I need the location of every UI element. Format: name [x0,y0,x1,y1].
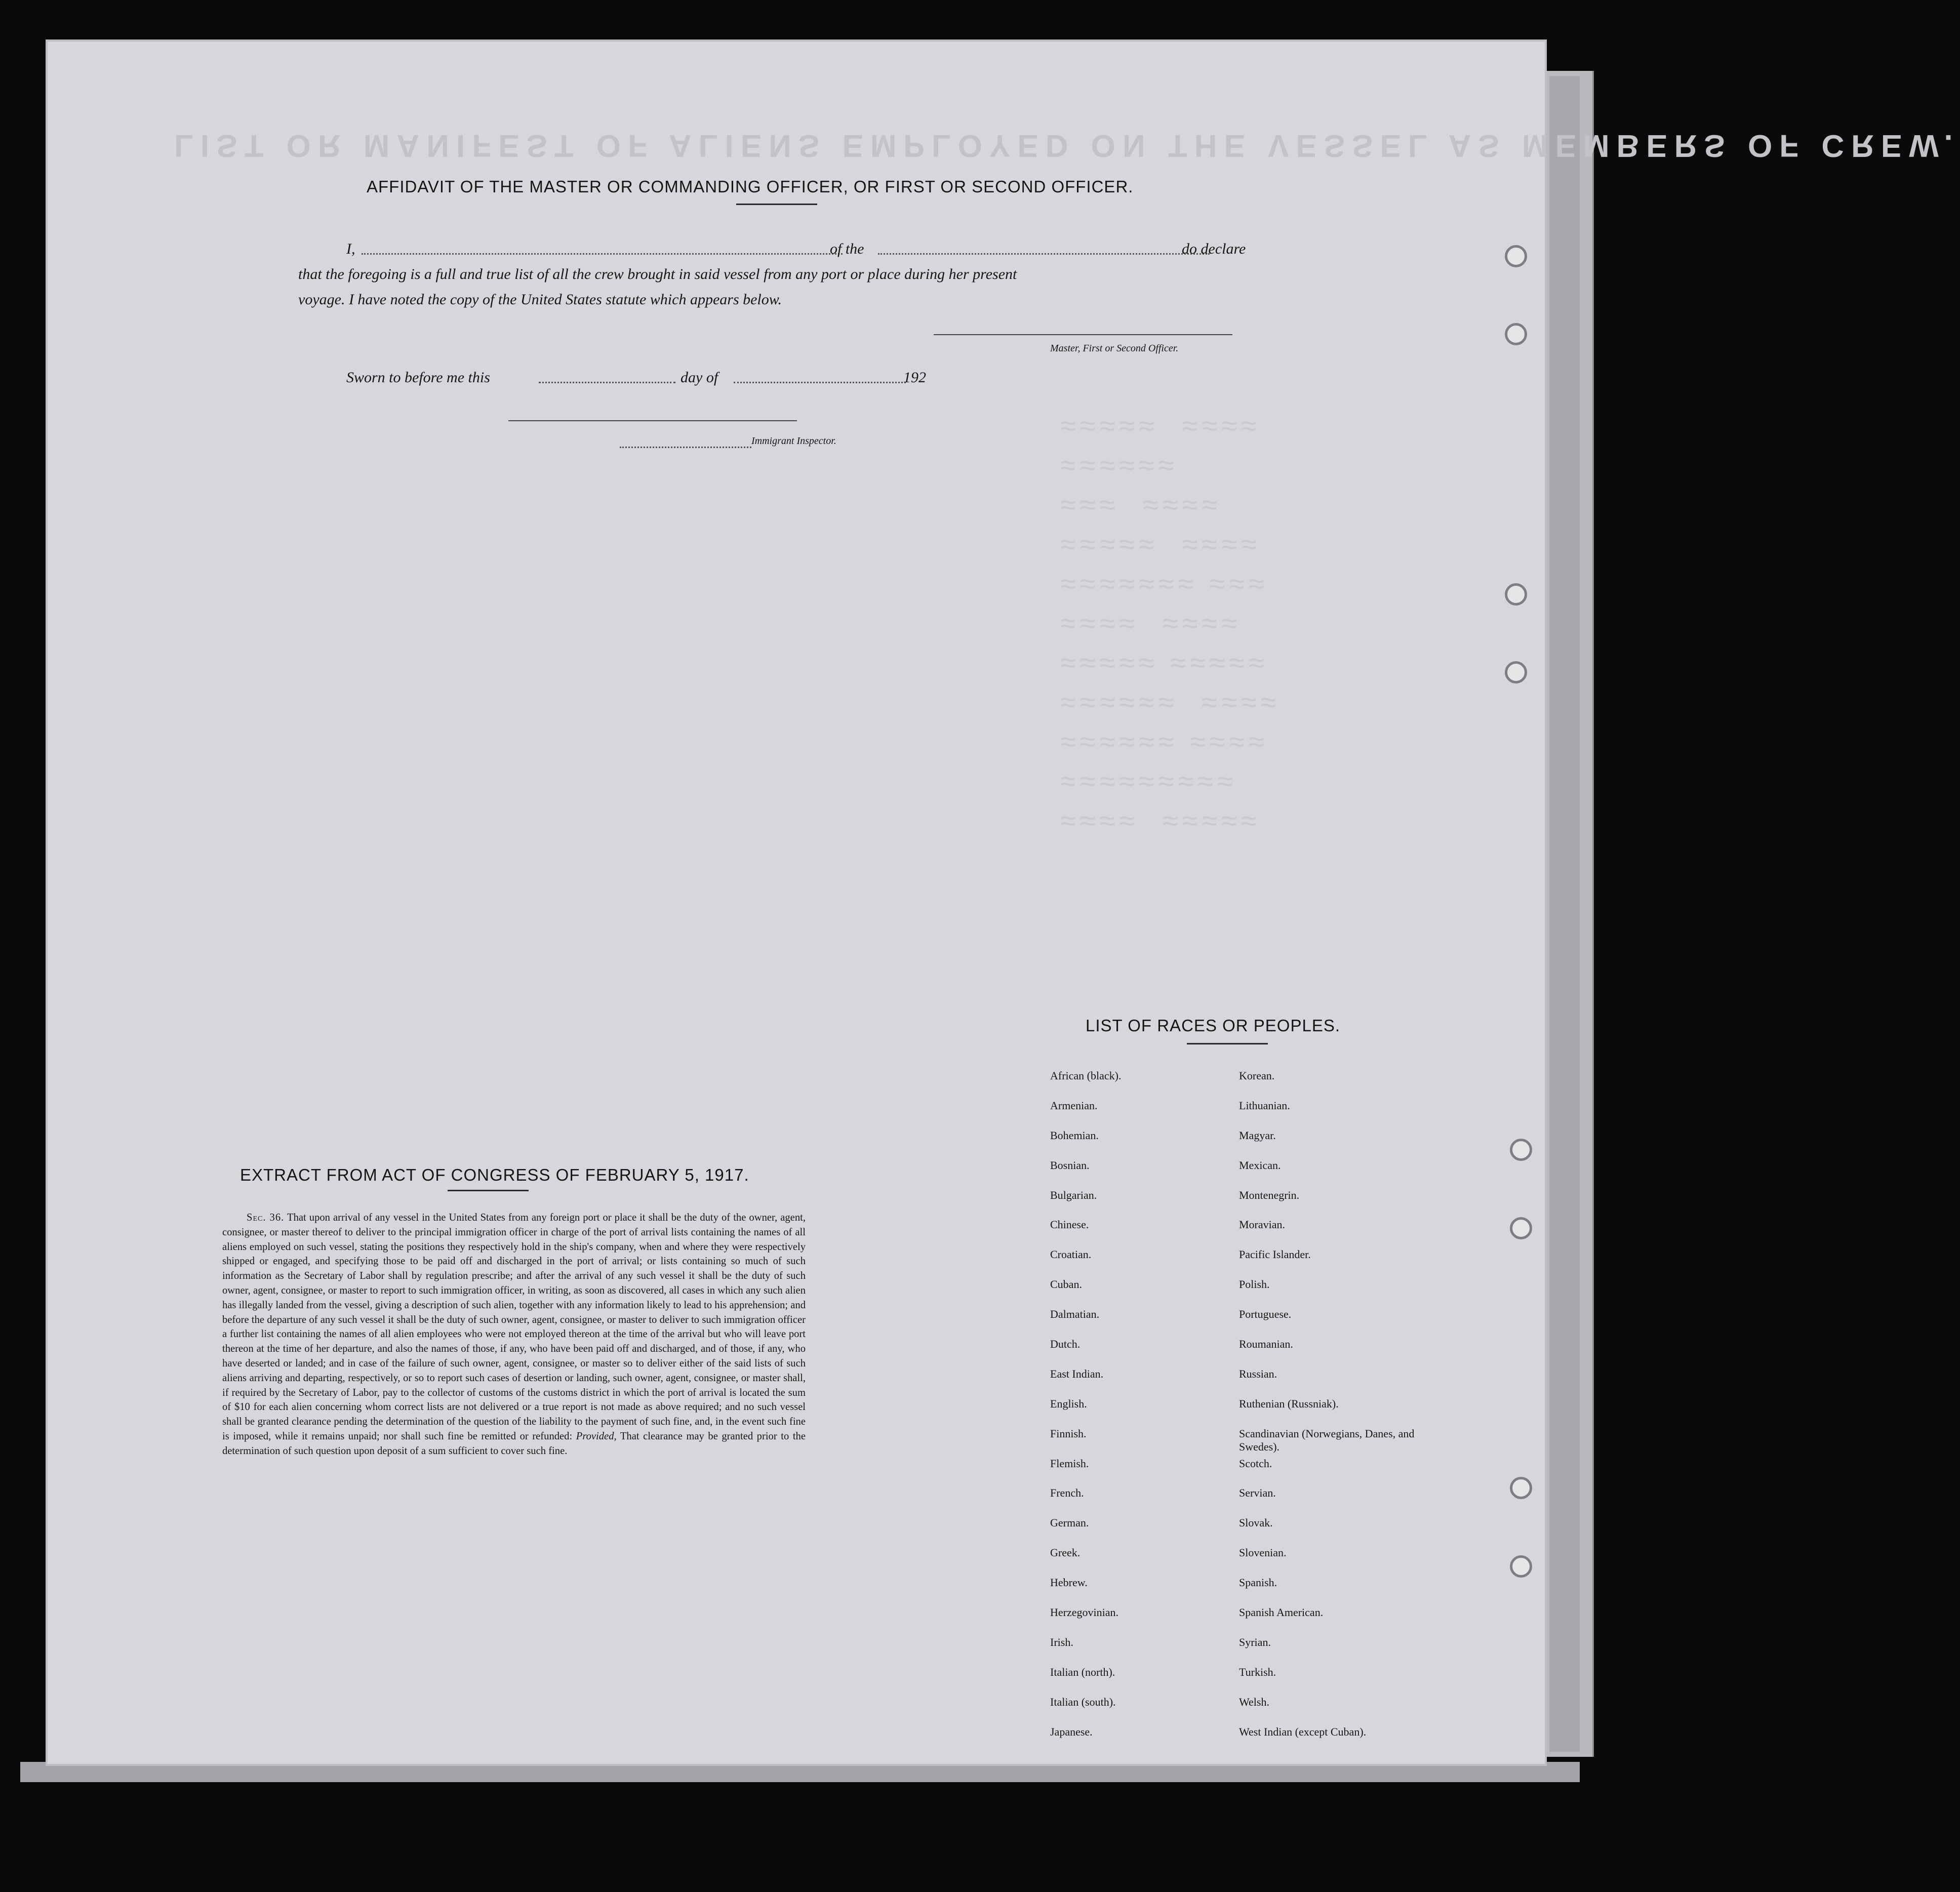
binder-hole [1510,1555,1532,1578]
race-item: Slovenian. [1239,1546,1287,1559]
title-underline [736,204,817,205]
race-item: Lithuanian. [1239,1099,1290,1112]
inspector-signature-line[interactable] [508,420,797,421]
act-body-text: That upon arrival of any vessel in the United States from any foreign port or place it shall be the duty of the owner, agent, consignee, or master thereof to deliver to the principal immigration officer in charge of the port of arrival lists containing the names of all aliens employed on such vessel, stating the positions they respectively hold in the ship's company, when and where they were respectively shipped or engaged, and specifying those to be paid off and discharged in the port of arrival; or lists containing so much of such information as the Secretary of Labor shall by regulation prescribe; and after the arrival of any such vessel it shall be the duty of such owner, agent, consignee, or master to report to such immigration officer, in writing, as soon as discovered, all cases in which any such alien has illegally landed from the vessel, giving a description of such alien, together with any information likely to lead to his apprehension; and before the departure of any such vessel it shall be the duty of such owner, agent, consignee, or master to deliver to such immigration officer a further list containing the names of all alien employees who were not employed thereon at the time of the arrival but who will leave port thereon at the time of her departure, and also the names of those, if any, who have been paid off and discharged, and of those, if any, who have deserted or landed; and in case of the failure of such owner, agent, consignee, or master so to deliver either of the said lists of such aliens arriving and departing, respectively, or so to report such cases of desertion or landing, such owner, agent, consignee, or master shall, if required by the Secretary of Labor, pay to the collector of customs of the customs district in which the port of arrival is located the sum of $10 for each alien concerning whom correct lists are not delivered or a true report is not made as above required; and no such vessel shall be granted clearance pending the determination of the question of the liability to the payment of such fine, and, in the event such fine is imposed, while it remains unpaid; nor shall such fine be remitted or refunded: [222,1212,806,1442]
section-label: Sec. 36. [247,1212,285,1223]
sworn-month-field[interactable] [734,382,906,383]
race-item: Chinese. [1050,1218,1089,1231]
race-item: Armenian. [1050,1099,1098,1112]
master-name-field[interactable] [362,253,843,255]
race-item: Welsh. [1239,1695,1269,1708]
race-item: Mexican. [1239,1158,1281,1172]
race-item: Bulgarian. [1050,1188,1097,1201]
race-item: Korean. [1239,1069,1275,1082]
race-item: German. [1050,1516,1089,1529]
race-item: Dalmatian. [1050,1308,1100,1321]
race-item: Italian (south). [1050,1695,1116,1708]
binding-notch [30,375,42,395]
races-left-column [1050,1069,1243,1755]
race-item: Syrian. [1239,1635,1271,1648]
inspector-name-field[interactable] [620,447,751,448]
sworn-day-of-label: day of [681,369,718,386]
races-title: LIST OF RACES OR PEOPLES. [1086,1016,1341,1035]
race-item: Roumanian. [1239,1338,1293,1351]
race-item: Croatian. [1050,1248,1092,1261]
affidavit-line-2: that the foregoing is a full and true list of all the crew brought in said vessel from any port or place during her present [298,266,1017,283]
race-item: Bohemian. [1050,1129,1099,1142]
sworn-year-label: 192 [903,369,926,386]
race-item: French. [1050,1486,1084,1500]
race-item: Polish. [1239,1278,1270,1291]
race-item: Servian. [1239,1486,1276,1500]
race-item: Hebrew. [1050,1576,1088,1589]
provided-text: That clearance may be granted prior to the determination of such question upon deposit of a sum sufficient to cover such fine. [222,1430,806,1457]
race-item: Ruthenian (Russniak). [1239,1397,1339,1410]
race-item: Montenegrin. [1239,1188,1300,1201]
race-item: Greek. [1050,1546,1081,1559]
race-item: Slovak. [1239,1516,1273,1529]
underlying-pages-edge-inner [1549,76,1580,1752]
race-item: Bosnian. [1050,1158,1090,1172]
race-item: African (black). [1050,1069,1122,1082]
race-item: Spanish. [1239,1576,1277,1589]
race-item: West Indian (except Cuban). [1239,1725,1367,1738]
binder-hole [1505,583,1527,606]
race-item: Herzegovinian. [1050,1606,1118,1619]
vessel-name-field[interactable] [878,253,1210,255]
act-section-36 [222,1211,806,1459]
race-item: English. [1050,1397,1087,1410]
race-item: Irish. [1050,1635,1073,1648]
binder-hole [1505,661,1527,683]
sworn-day-field[interactable] [539,382,675,383]
provided-label: Provided, [576,1430,617,1442]
master-signature-label: Master, First or Second Officer. [1050,343,1179,354]
act-title-underline [448,1190,529,1191]
binder-hole [1510,1217,1532,1239]
bleed-through-heading: LIST OR MANIFEST OF ALIENS EMPLOYED ON THE VESSEL AS MEMBERS OF CREW. [174,128,1960,163]
race-item: East Indian. [1050,1367,1104,1380]
bleed-through-handwriting: ≈≈≈≈≈ ≈≈≈≈ ≈≈≈≈≈≈ ≈≈≈ ≈≈≈≈ ≈≈≈≈≈ ≈≈≈≈ ≈≈≈≈≈≈≈ ≈≈≈ ≈≈≈≈ ≈≈≈≈ ≈≈≈≈≈ ≈≈≈≈≈ ≈≈≈≈≈≈ ≈≈≈≈ ≈≈≈≈≈≈ ≈≈≈≈ ≈≈≈≈≈≈≈≈≈ ≈≈≈≈ ≈≈≈≈≈ [1060,410,1281,836]
affidavit-title: AFFIDAVIT OF THE MASTER OR COMMANDING OFFICER, OR FIRST OR SECOND OFFICER. [367,177,1134,196]
act-title: EXTRACT FROM ACT OF CONGRESS OF FEBRUARY 5, 1917. [240,1165,749,1184]
race-item: Cuban. [1050,1278,1082,1291]
affidavit-declare-label: do declare [1182,240,1246,257]
race-item: Japanese. [1050,1725,1093,1738]
race-item: Italian (north). [1050,1665,1115,1678]
affidavit-i-label: I, [346,240,355,257]
race-item: Scandinavian (Norwegians, Danes, and Swedes). [1239,1427,1415,1453]
race-item: Flemish. [1050,1457,1089,1470]
binder-hole [1505,323,1527,345]
race-item: Turkish. [1239,1665,1276,1678]
race-item: Pacific Islander. [1239,1248,1311,1261]
inspector-label: Immigrant Inspector. [751,435,836,447]
race-item: Magyar. [1239,1129,1276,1142]
race-item: Spanish American. [1239,1606,1324,1619]
races-title-underline [1187,1043,1268,1044]
affidavit-of-the-label: of the [830,240,864,257]
binding-notch [30,314,42,334]
manifest-page [46,39,1960,1766]
race-item: Portuguese. [1239,1308,1292,1321]
race-item: Moravian. [1239,1218,1286,1231]
binder-hole [1510,1139,1532,1161]
race-item: Dutch. [1050,1338,1081,1351]
race-item: Scotch. [1239,1457,1272,1470]
race-item: Finnish. [1050,1427,1087,1440]
sworn-prefix: Sworn to before me this [346,369,490,386]
binder-hole [1505,245,1527,267]
master-signature-line[interactable] [934,334,1232,335]
races-right-column [1239,1069,1462,1755]
binder-hole [1510,1477,1532,1499]
race-item: Russian. [1239,1367,1277,1380]
affidavit-line-3: voyage. I have noted the copy of the United States statute which appears below. [298,291,782,308]
